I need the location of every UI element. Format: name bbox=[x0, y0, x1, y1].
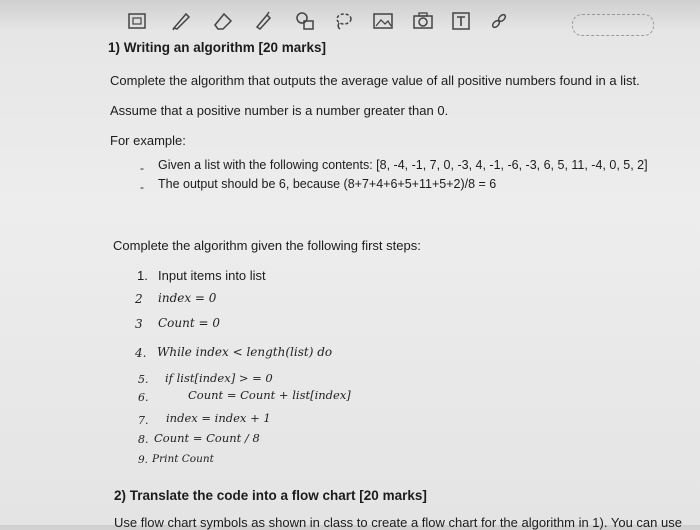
section1-intro: Complete the algorithm that outputs the average value of all positive numbers found in a list. bbox=[110, 73, 640, 88]
step-number: 9. bbox=[138, 454, 149, 466]
bullet-dash: - bbox=[140, 161, 144, 175]
step-text-handwritten: index = index + 1 bbox=[166, 411, 271, 425]
step-text: Input items into list bbox=[158, 268, 266, 283]
steps-label: Complete the algorithm given the following first steps: bbox=[113, 238, 421, 253]
example-bullet-1: Given a list with the following contents: [8, -4, -1, 7, 0, -3, 4, -1, -6, -3, 6, 5, 11, -4, 0, 5, 2] bbox=[158, 158, 648, 172]
pen-icon[interactable] bbox=[168, 8, 194, 34]
step-number: 4. bbox=[135, 346, 147, 360]
step-number: 5. bbox=[138, 373, 149, 386]
step-number: 8. bbox=[138, 433, 149, 446]
step-text-handwritten: Count = Count + list[index] bbox=[188, 388, 351, 402]
eraser-icon[interactable] bbox=[210, 8, 236, 34]
bullet-dash: - bbox=[140, 180, 144, 194]
image-icon[interactable] bbox=[370, 8, 396, 34]
step-number: 3 bbox=[135, 317, 143, 331]
annotation-toolbar bbox=[0, 0, 700, 42]
step-number: 7. bbox=[138, 414, 149, 427]
example-label: For example: bbox=[110, 133, 186, 148]
step-text-handwritten: While index < length(list) do bbox=[157, 345, 333, 359]
page-indicator[interactable] bbox=[572, 14, 654, 36]
step-text-handwritten: if list[index] > = 0 bbox=[165, 371, 273, 385]
step-number: 2 bbox=[135, 292, 143, 306]
highlighter-icon[interactable] bbox=[250, 8, 276, 34]
step-text-handwritten: index = 0 bbox=[158, 291, 217, 305]
step-text-handwritten: Count = 0 bbox=[158, 316, 221, 330]
section1-assumption: Assume that a positive number is a number greater than 0. bbox=[110, 103, 449, 118]
text-box-icon[interactable] bbox=[448, 8, 474, 34]
camera-icon[interactable] bbox=[410, 8, 436, 34]
select-box-icon[interactable] bbox=[124, 8, 150, 34]
step-text-handwritten: Print Count bbox=[152, 453, 214, 465]
shapes-icon[interactable] bbox=[292, 8, 318, 34]
example-bullet-2: The output should be 6, because (8+7+4+6+5+11+5+2)/8 = 6 bbox=[158, 177, 497, 191]
section2-text: Use flow chart symbols as shown in class to create a flow chart for the algorithm in 1). You can use bbox=[114, 515, 682, 530]
section1-title: 1) Writing an algorithm [20 marks] bbox=[108, 40, 327, 55]
link-icon[interactable] bbox=[486, 8, 512, 34]
step-text-handwritten: Count = Count / 8 bbox=[154, 431, 260, 445]
section2-title: 2) Translate the code into a flow chart [20 marks] bbox=[114, 488, 427, 503]
step-number: 6. bbox=[138, 391, 149, 404]
lasso-icon[interactable] bbox=[330, 8, 356, 34]
step-number: 1. bbox=[137, 268, 148, 283]
